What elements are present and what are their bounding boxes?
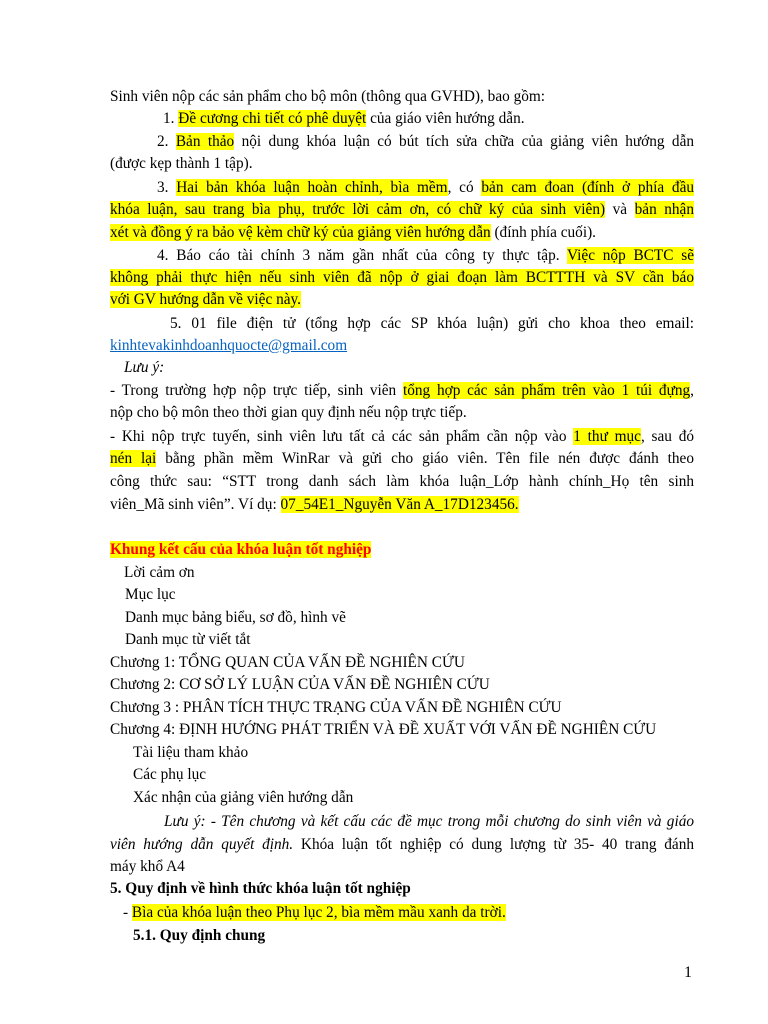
text-line: [110, 652, 465, 675]
text-line: [110, 878, 411, 901]
text-line: [110, 222, 596, 245]
text-span: , sau đó: [640, 428, 694, 445]
text-line: [110, 856, 185, 879]
text-line: [110, 267, 694, 290]
text-span: Chương 2: CƠ SỞ LÝ LUẬN CỦA VẤN ĐỀ NGHIÊN CỨU: [110, 676, 490, 693]
text-line: [133, 764, 206, 787]
text-line: [163, 108, 525, 131]
text-line: [110, 697, 562, 720]
text-span: 1.: [163, 110, 179, 127]
text-line: [164, 811, 694, 834]
text-span: Các phụ lục: [133, 766, 207, 783]
text-span: Lời cảm ơn: [124, 564, 195, 581]
text-line: [157, 131, 694, 154]
highlighted-text: bản nhận: [634, 201, 694, 218]
text-span: viên hướng dẫn quyết định.: [110, 836, 294, 853]
text-span: bằng phần mềm WinRar và gửi cho giáo viên. Tên file nén được đánh theo: [156, 450, 694, 467]
text-span: 5. Quy định về hình thức khóa luận tốt nghiệp: [110, 880, 411, 897]
highlighted-text: nén lại: [110, 450, 157, 467]
highlighted-text: tổng hợp các sản phẩm trên vào 1 túi đựng: [402, 382, 691, 399]
text-span: máy khổ A4: [110, 858, 185, 875]
highlighted-text: 1 thư mục: [573, 428, 641, 445]
text-span: Xác nhận của giảng viên hướng dẫn: [133, 789, 354, 806]
text-line: [125, 629, 251, 652]
text-line: [123, 902, 506, 925]
text-span: công thức sau: “STT trong danh sách làm khóa luận_Lớp hành chính_Họ tên sinh: [110, 473, 694, 490]
text-line: [110, 674, 490, 697]
text-line: [124, 357, 164, 380]
text-line: [110, 539, 371, 562]
text-span: Chương 4: ĐỊNH HƯỚNG PHÁT TRIỂN VÀ ĐỀ XUẤT VỚI VẤN ĐỀ NGHIÊN CỨU: [110, 721, 657, 738]
text-line: [110, 834, 694, 857]
text-line: [157, 245, 694, 268]
text-line: [124, 562, 195, 585]
text-span: viên_Mã sinh viên”. Ví dụ:: [110, 496, 281, 513]
highlighted-text: xét và đồng ý ra bảo vệ kèm chữ ký của giảng viên hướng dẫn: [110, 224, 491, 241]
text-span: Lưu ý:: [124, 359, 165, 376]
text-line: [110, 199, 694, 222]
text-line: [110, 402, 467, 425]
text-line: [110, 86, 545, 109]
text-line: [133, 742, 248, 765]
text-span: Tài liệu tham khảo: [133, 744, 249, 761]
text-line: [110, 289, 301, 312]
text-span: (đính phía cuối).: [490, 224, 596, 241]
text-line: [110, 448, 694, 471]
highlighted-text: Khung kết cấu của khóa luận tốt nghiệp: [110, 541, 372, 558]
text-span: ,: [690, 382, 694, 399]
text-span: Mục lục: [125, 586, 176, 603]
text-span: Sinh viên nộp các sản phẩm cho bộ môn (thông qua GVHD), bao gồm:: [110, 88, 546, 105]
text-span: 3.: [157, 179, 177, 196]
text-line: [110, 153, 253, 176]
text-line: [110, 380, 694, 403]
text-span: Chương 1: TỔNG QUAN CỦA VẤN ĐỀ NGHIÊN CỨU: [110, 654, 465, 671]
text-line: [125, 584, 176, 607]
text-line: [133, 925, 265, 948]
text-span: Danh mục từ viết tắt: [125, 631, 251, 648]
highlighted-text: Hai bản khóa luận hoàn chỉnh, bìa mềm: [176, 179, 448, 196]
text-line: [110, 471, 694, 494]
text-span: 4. Báo cáo tài chính 3 năm gần nhất của công ty thực tập.: [157, 247, 568, 264]
text-span: Lưu ý: - Tên chương và kết cấu các đề mục trong mỗi chương do sinh viên và giáo: [164, 813, 694, 830]
text-span: Danh mục bảng biểu, sơ đồ, hình vẽ: [125, 609, 346, 626]
text-span: , có: [447, 179, 482, 196]
highlighted-text: không phải thực hiện nếu sinh viên đã nộp ở giai đoạn làm BCTTTH và SV cần báo: [110, 269, 694, 286]
text-line: [110, 719, 656, 742]
text-span: - Trong trường hợp nộp trực tiếp, sinh viên: [110, 382, 403, 399]
text-span: nội dung khóa luận có bút tích sửa chữa của giảng viên hướng dẫn: [234, 133, 695, 150]
text-span: Khóa luận tốt nghiệp có dung lượng từ 35- 40 trang đánh: [293, 836, 694, 853]
highlighted-text: Bìa của khóa luận theo Phụ lục 2, bìa mềm mầu xanh da trời.: [131, 904, 506, 921]
text-span: của giáo viên hướng dẫn.: [366, 110, 525, 127]
page-number: 1: [684, 964, 692, 981]
text-line: [125, 607, 346, 630]
highlighted-text: với GV hướng dẫn về việc này.: [110, 291, 301, 308]
text-span: 5.1. Quy định chung: [133, 927, 266, 944]
text-span: 2.: [157, 133, 176, 150]
text-span: - Khi nộp trực tuyến, sinh viên lưu tất cả các sản phẩm cần nộp vào: [110, 428, 574, 445]
highlighted-text: khóa luận, sau trang bìa phụ, trước lời cảm ơn, có chữ ký của sinh viên): [110, 201, 606, 218]
text-line: [170, 313, 694, 336]
text-span: -: [123, 904, 132, 921]
text-line: [110, 494, 519, 517]
text-span: (được kẹp thành 1 tập).: [110, 155, 253, 172]
highlighted-text: Đề cương chi tiết có phê duyệt: [178, 110, 367, 127]
text-line: [133, 787, 353, 810]
text-line: [157, 177, 694, 200]
highlighted-text: Việc nộp BCTC sẽ: [567, 247, 694, 264]
text-span: 5. 01 file điện tử (tổng hợp các SP khóa luận) gửi cho khoa theo email:: [170, 315, 694, 332]
text-span: Chương 3 : PHÂN TÍCH THỰC TRẠNG CỦA VẤN ĐỀ NGHIÊN CỨU: [110, 699, 562, 716]
text-line: [110, 335, 347, 358]
text-span: nộp cho bộ môn theo thời gian quy định nếu nộp trực tiếp.: [110, 404, 467, 421]
highlighted-text: 07_54E1_Nguyễn Văn A_17D123456.: [280, 496, 519, 513]
highlighted-text: bản cam đoan (đính ở phía đầu: [481, 179, 695, 196]
highlighted-text: Bản thảo: [175, 133, 235, 150]
text-span: và: [605, 201, 635, 218]
email-link[interactable]: kinhtevakinhdoanhquocte@gmail.com: [110, 337, 348, 354]
text-line: [110, 426, 694, 449]
